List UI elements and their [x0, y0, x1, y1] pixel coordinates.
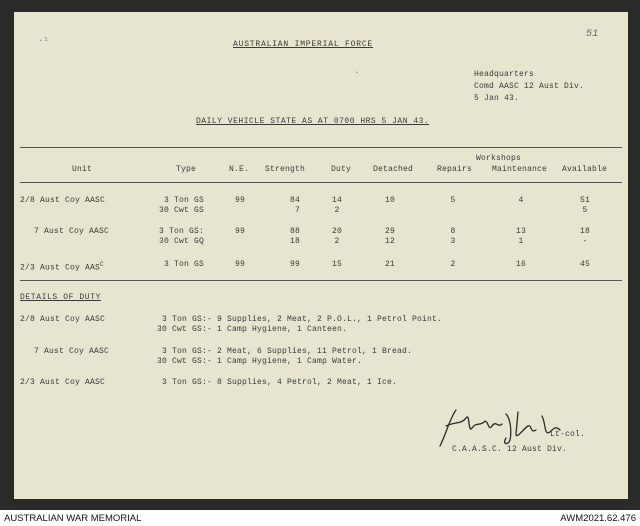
header-repairs: Repairs: [437, 165, 473, 174]
details-unit: 7 Aust Coy AASC: [34, 347, 110, 356]
header-strength: Strength: [265, 165, 306, 174]
details-text: 9 Supplies, 2 Meat, 2 P.O.L., 1 Petrol Point.: [217, 315, 443, 324]
row-repairs: 5: [450, 196, 456, 205]
row-type: 3 Ton GS: [163, 260, 204, 269]
row-type: 3 Ton GS:: [158, 227, 204, 236]
row-type: 3 Ton GS: [163, 196, 204, 205]
row-duty: 2: [334, 206, 340, 215]
row-duty: 15: [331, 260, 342, 269]
hq-line-1: Headquarters: [474, 70, 535, 79]
header-workshops: Workshops: [476, 154, 522, 163]
row-unit: 2/8 Aust Coy AASC: [20, 196, 106, 205]
row-ne: 99: [234, 196, 245, 205]
ink-speck: ·: [354, 68, 360, 78]
header-rule: [20, 182, 622, 183]
row-type: 30 Cwt GS: [158, 206, 204, 215]
details-type: 30 Cwt GS:-: [156, 357, 212, 366]
row-duty: 2: [334, 237, 340, 246]
row-detached: 29: [384, 227, 395, 236]
row-available: 5: [582, 206, 588, 215]
page-number: 51: [586, 29, 599, 40]
details-text: 1 Camp Hygiene, 1 Camp Water.: [217, 357, 363, 366]
header-duty: Duty: [331, 165, 352, 174]
header-available: Available: [562, 165, 608, 174]
footer-credit: AUSTRALIAN WAR MEMORIAL: [4, 513, 142, 524]
details-unit: 2/3 Aust Coy AASC: [20, 378, 106, 387]
row-repairs: 8: [450, 227, 456, 236]
header-type: Type: [176, 165, 197, 174]
row-detached: 10: [384, 196, 395, 205]
details-type: 30 Cwt GS:-: [156, 325, 212, 334]
details-type: 3 Ton GS:-: [161, 315, 212, 324]
row-duty: 20: [331, 227, 342, 236]
header-maintenance: Maintenance: [492, 165, 548, 174]
row-strength: 88: [289, 227, 300, 236]
row-unit: 7 Aust Coy AASC: [34, 227, 110, 236]
report-title: DAILY VEHICLE STATE AS AT 0700 HRS 5 JAN 43.: [196, 117, 430, 126]
row-strength: 18: [289, 237, 300, 246]
row-available: -: [582, 237, 588, 246]
row-repairs: 3: [450, 237, 456, 246]
row-duty: 14: [331, 196, 342, 205]
details-unit: 2/8 Aust Coy AASC: [20, 315, 106, 324]
row-repairs: 2: [450, 260, 456, 269]
footer-accession-number: AWM2021.62.476: [560, 513, 636, 524]
row-maintenance: 4: [518, 196, 524, 205]
row-ne: 99: [234, 260, 245, 269]
header-unit: Unit: [72, 165, 93, 174]
table-top-rule: [20, 147, 622, 148]
row-unit: 2/3 Aust Coy $AAS^C$: [20, 261, 104, 273]
row-maintenance: 13: [515, 227, 526, 236]
details-text: 1 Camp Hygiene, 1 Canteen.: [217, 325, 348, 334]
row-strength: 7: [294, 206, 300, 215]
hq-line-2: Comd AASC 12 Aust Div.: [474, 82, 585, 91]
hq-line-3: 5 Jan 43.: [474, 94, 520, 103]
document-heading: AUSTRALIAN IMPERIAL FORCE: [233, 40, 374, 49]
row-maintenance: 1: [518, 237, 524, 246]
row-strength: 99: [289, 260, 300, 269]
signature-unit: C.A.A.S.C. 12 Aust Div.: [452, 445, 568, 454]
punch-mark: ·¹: [38, 36, 49, 46]
details-text: 2 Meat, 6 Supplies, 11 Petrol, 1 Bread.: [217, 347, 413, 356]
header-ne: N.E.: [229, 165, 250, 174]
footer-bar: [0, 510, 640, 526]
header-detached: Detached: [373, 165, 414, 174]
details-text: 8 Supplies, 4 Petrol, 2 Meat, 1 Ice.: [217, 378, 398, 387]
document-page: [14, 12, 628, 499]
row-available: 18: [579, 227, 590, 236]
row-available: 51: [579, 196, 590, 205]
row-ne: 99: [234, 227, 245, 236]
row-detached: 12: [384, 237, 395, 246]
table-bottom-rule: [20, 280, 622, 281]
row-available: 45: [579, 260, 590, 269]
row-maintenance: 16: [515, 260, 526, 269]
details-type: 3 Ton GS:-: [161, 347, 212, 356]
details-title: DETAILS OF DUTY: [20, 293, 102, 302]
row-type: 30 Cwt GQ: [158, 237, 204, 246]
details-type: 3 Ton GS:-: [161, 378, 212, 387]
row-detached: 21: [384, 260, 395, 269]
signature-rank: Lt-col.: [550, 430, 586, 439]
row-strength: 84: [289, 196, 300, 205]
